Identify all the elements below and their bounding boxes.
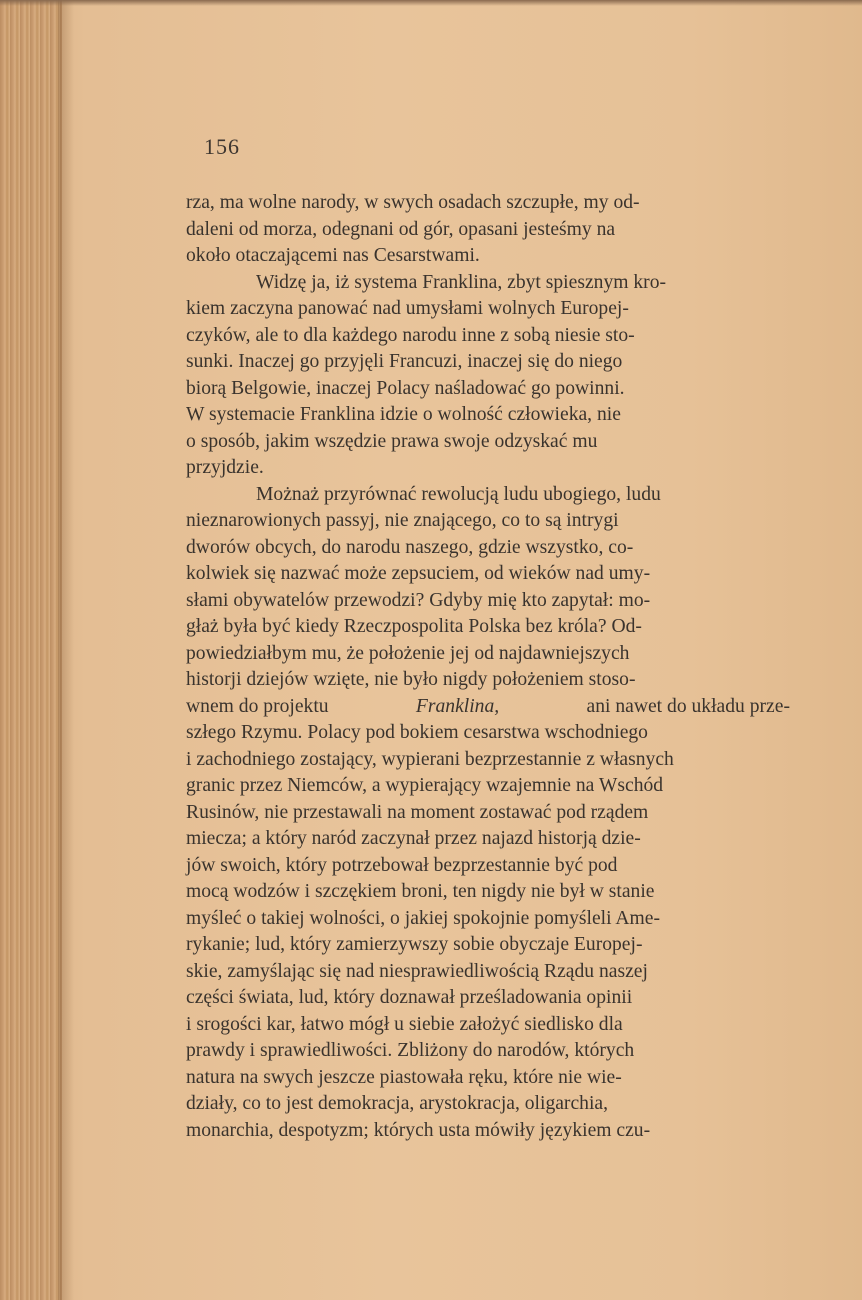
text-line-with-italic bbox=[186, 694, 790, 721]
text-line: powiedziałbym mu, że położenie jej od najdawniejszych bbox=[186, 642, 630, 664]
page-number: 156 bbox=[204, 134, 240, 159]
text-line: słami obywatelów przewodzi? Gdyby mię kto zapytał: mo- bbox=[186, 589, 651, 611]
page-fold-shadow bbox=[58, 0, 74, 1300]
text-line: szłego Rzymu. Polacy pod bokiem cesarstwa wschodniego bbox=[186, 722, 648, 743]
text-segment: ani nawet do układu prze- bbox=[586, 695, 790, 717]
text-line: monarchia, despotyzm; których usta mówiły językiem czu- bbox=[186, 1119, 651, 1141]
text-line: biorą Belgowie, inaczej Polacy naśladować go powinni. bbox=[186, 377, 625, 399]
italic-name: Franklina, bbox=[415, 695, 500, 717]
text-line: i srogości kar, łatwo mógł u siebie założyć siedlisko dla bbox=[186, 1013, 623, 1035]
text-line: części świata, lud, który doznawał prześladowania opinii bbox=[186, 987, 633, 1008]
text-line: o sposób, jakim wszędzie prawa swoje odzyskać mu bbox=[186, 430, 598, 452]
text-line: prawdy i sprawiedliwości. Zbliżony do narodów, których bbox=[186, 1040, 635, 1061]
text-line: mocą wodzów i szczękiem broni, ten nigdy nie był w stanie bbox=[186, 881, 655, 902]
top-edge-shadow bbox=[0, 0, 862, 6]
text-line: natura na swych jeszcze piastowała ręku, które nie wie- bbox=[186, 1066, 622, 1088]
text-line: przyjdzie. bbox=[186, 457, 264, 478]
text-line: W systemacie Franklina idzie o wolność człowieka, nie bbox=[186, 404, 621, 425]
text-line: rza, ma wolne narody, w swych osadach szczupłe, my od- bbox=[186, 192, 640, 213]
body-text bbox=[186, 190, 790, 1144]
text-line: działy, co to jest demokracja, arystokracja, oligarchia, bbox=[186, 1093, 608, 1114]
text-line: Rusinów, nie przestawali na moment zostawać pod rządem bbox=[186, 801, 649, 823]
text-line: daleni od morza, odegnani od gór, opasani jesteśmy na bbox=[186, 218, 616, 240]
text-line: dworów obcych, do narodu naszego, gdzie wszystko, co- bbox=[186, 536, 634, 558]
paragraph-1 bbox=[186, 190, 790, 270]
text-line: nieznarowionych passyj, nie znającego, co to są intrygi bbox=[186, 510, 619, 531]
paragraph-3 bbox=[186, 482, 790, 1145]
text-line: jów swoich, który potrzebował bezprzestannie być pod bbox=[186, 854, 618, 876]
text-line: czyków, ale to dla każdego narodu inne z sobą niesie sto- bbox=[186, 324, 635, 346]
page-stack-edge bbox=[0, 0, 62, 1300]
text-line: historji dziejów wzięte, nie było nigdy położeniem stoso- bbox=[186, 669, 636, 690]
text-line: myśleć o takiej wolności, o jakiej spokojnie pomyśleli Ame- bbox=[186, 907, 660, 929]
text-line: kiem zaczyna panować nad umysłami wolnych Europej- bbox=[186, 298, 629, 319]
text-line: Możnaż przyrównać rewolucją ludu ubogiego, ludu bbox=[256, 483, 661, 505]
text-line: kolwiek się nazwać może zepsuciem, od wieków nad umy- bbox=[186, 563, 651, 584]
text-line: głaż była być kiedy Rzeczpospolita Polska bez króla? Od- bbox=[186, 616, 642, 637]
text-line: rykanie; lud, który zamierzywszy sobie obyczaje Europej- bbox=[186, 934, 643, 955]
text-line: około otaczającemi nas Cesarstwami. bbox=[186, 245, 480, 266]
text-line: i zachodniego zostający, wypierani bezprzestannie z własnych bbox=[186, 748, 674, 770]
text-line: skie, zamyślając się nad niesprawiedliwością Rządu naszej bbox=[186, 960, 648, 982]
text-line: sunki. Inaczej go przyjęli Francuzi, inaczej się do niego bbox=[186, 351, 623, 372]
text-line: Widzę ja, iż systema Franklina, zbyt spiesznym kro- bbox=[256, 271, 667, 293]
text-line: granic przez Niemców, a wypierający wzajemnie na Wschód bbox=[186, 775, 664, 796]
text-segment: wnem do projektu bbox=[186, 695, 329, 717]
text-line: miecza; a który naród zaczynał przez najazd historją dzie- bbox=[186, 828, 641, 849]
paragraph-2 bbox=[186, 270, 790, 482]
